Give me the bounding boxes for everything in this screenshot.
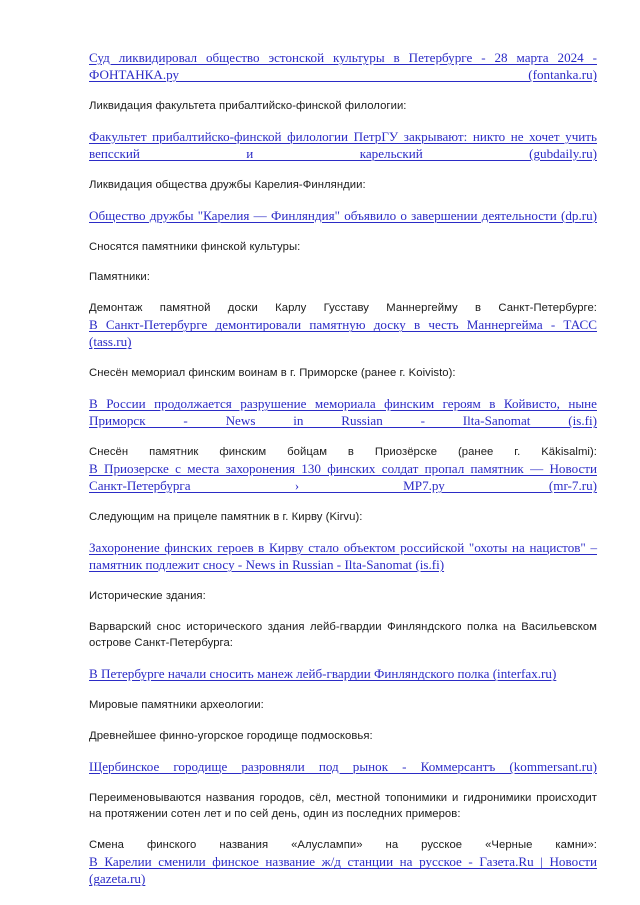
paragraph-block [89, 509, 597, 526]
paragraph-block [89, 269, 597, 286]
paragraph-text: Демонтаж памятной доски Карлу Гусставу Маннергейму в Санкт-Петербурге: [89, 302, 597, 315]
paragraph-text: Переименовываются названия городов, сёл, местной топонимики и гидронимики происходит на протяжении сотен лет и по сей день, один из последних примеров: [89, 791, 597, 821]
paragraph-block [89, 588, 597, 605]
paragraph-text: Снесён памятник финским бойцам в Приозёрске (ранее г. Käkisalmi): [89, 446, 597, 459]
paragraph-text: Следующим на прицеле памятник в г. Кирву (Kirvu): [89, 511, 363, 524]
article-link-interfax[interactable]: В Петербурге начали сносить манеж лейб-гвардии Финляндского полка (interfax.ru) [89, 666, 557, 682]
paragraph-text: Сносятся памятники финской культуры: [89, 240, 301, 253]
paragraph-block [89, 619, 597, 652]
article-link-fontanka[interactable]: Суд ликвидировал общество эстонской культуры в Петербурге - 28 марта 2024 - ФОНТАНКА.ру (fontanka.ru) [89, 50, 597, 82]
paragraph-block [89, 540, 597, 574]
paragraph-block [89, 728, 597, 745]
paragraph-text: Памятники: [89, 271, 150, 284]
article-link-gubdaily[interactable]: Факультет прибалтийско-финской филологии ПетрГУ закрывают: никто не хочет учить вепсский и карельский (gubdaily.ru) [89, 128, 597, 161]
paragraph-block [89, 208, 597, 225]
paragraph-text: Ликвидация общества дружбы Карелия-Финляндии: [89, 178, 366, 191]
paragraph-block [89, 98, 597, 115]
article-link-dpru[interactable]: Общество дружбы "Карелия — Финляндия" объявило о завершении деятельности (dp.ru) [89, 207, 597, 223]
paragraph-block [89, 666, 597, 683]
paragraph-block [89, 837, 597, 888]
article-link-mr7[interactable]: В Приозерске с места захоронения 130 финских солдат пропал памятник — Новости Санкт-Петербурга › МР7.ру (mr-7.ru) [89, 461, 597, 494]
paragraph-block [89, 759, 597, 776]
paragraph-block [89, 444, 597, 495]
paragraph-text: Снесён мемориал финским воинам в г. Приморске (ранее г. Koivisto): [89, 367, 456, 380]
paragraph-text: Ликвидация факультета прибалтийско-финской филологии: [89, 100, 407, 112]
paragraph-block [89, 790, 597, 823]
article-link-ilta-sanomat-kirvu[interactable]: Захоронение финских героев в Кирву стало объектом российской "охоты на нацистов" – памятник подлежит сносу - News in Russian - Ilta-Sanomat (is.fi) [89, 539, 597, 572]
paragraph-block [89, 300, 597, 351]
paragraph-block [89, 50, 597, 84]
document-content [89, 50, 597, 888]
article-link-ilta-sanomat-koivisto[interactable]: В России продолжается разрушение мемориала финским героям в Койвисто, ныне Приморск - News in Russian - Ilta-Sanomat (is.fi) [89, 396, 597, 428]
paragraph-block [89, 239, 597, 256]
paragraph-block [89, 365, 597, 382]
paragraph-block [89, 396, 597, 430]
paragraph-block [89, 697, 597, 714]
paragraph-text: Смена финского названия «Алуслампи» на русское «Черные камни»: [89, 839, 597, 852]
paragraph-block [89, 177, 597, 194]
paragraph-text: Варварский снос исторического здания лейб-гвардии Финляндского полка на Васильевском острове Санкт-Петербурга: [89, 620, 597, 650]
paragraph-text: Мировые памятники археологии: [89, 699, 264, 712]
paragraph-text: Исторические здания: [89, 589, 206, 602]
article-link-gazeta[interactable]: В Карелии сменили финское название ж/д станции на русское - Газета.Ru | Новости (gazeta.ru) [89, 854, 597, 887]
paragraph-block [89, 129, 597, 163]
article-link-tass[interactable]: В Санкт-Петербурге демонтировали памятную доску в честь Маннергейма - ТАСС (tass.ru) [89, 317, 597, 350]
article-link-kommersant[interactable]: Щербинское городище разровняли под рынок - Коммерсантъ (kommersant.ru) [89, 758, 597, 774]
paragraph-text: Древнейшее финно-угорское городище подмосковья: [89, 730, 373, 742]
